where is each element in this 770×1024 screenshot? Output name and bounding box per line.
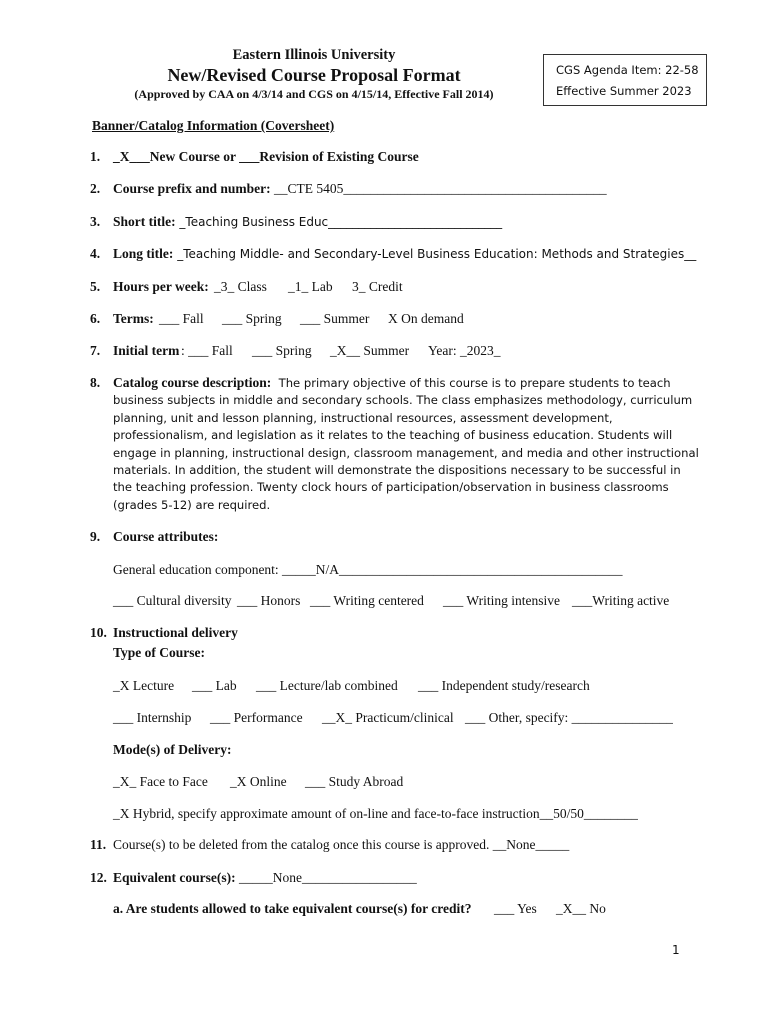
other-specify-field: ___ Other, specify: _______________ bbox=[465, 710, 673, 725]
short-title-value: _Teaching Business Educ_____________________________ bbox=[175, 215, 503, 229]
course-prefix-label: Course prefix and number: bbox=[113, 181, 271, 196]
item-number: 7. bbox=[90, 343, 101, 358]
description-line: engage in planning, instructional design, classroom management, and media and other instructional bbox=[113, 445, 699, 460]
equivalent-courses-value: _____None_________________ bbox=[235, 870, 417, 885]
long-title-value: _Teaching Middle- and Secondary-Level Business Education: Methods and Strategies__ bbox=[173, 247, 697, 261]
equivalent-credit-yes: ___ Yes bbox=[494, 901, 537, 916]
section-heading: Banner/Catalog Information (Coversheet) bbox=[92, 118, 335, 133]
page-number: 1 bbox=[672, 943, 680, 957]
lab-field: ___ Lab bbox=[192, 678, 237, 693]
initial-term-label-row bbox=[113, 343, 179, 359]
description-line: the teaching profession. Twenty clock hours of participation/observation in business classrooms bbox=[113, 480, 669, 495]
agenda-item-line: CGS Agenda Item: 22-58 bbox=[556, 63, 699, 77]
initial-summer-field: _X__ Summer bbox=[330, 343, 410, 358]
lab-hours-field: _1_ Lab bbox=[288, 279, 333, 294]
item-number: 9. bbox=[90, 529, 101, 544]
course-attributes-label: Course attributes: bbox=[113, 529, 219, 544]
lecture-field: _X Lecture bbox=[113, 678, 175, 693]
item-number: 4. bbox=[90, 246, 101, 261]
initial-year-field: Year: _2023_ bbox=[428, 343, 501, 358]
description-line: business subjects in middle and secondary schools. The class emphasizes methodology, curriculum bbox=[113, 393, 693, 408]
equivalent-courses-row bbox=[113, 870, 417, 886]
term-fall-field: ___ Fall bbox=[159, 311, 204, 326]
practicum-clinical-field: __X_ Practicum/clinical bbox=[322, 710, 454, 725]
independent-study-field: ___ Independent study/research bbox=[418, 678, 590, 693]
hours-label bbox=[113, 279, 209, 295]
credit-hours-field: 3_ Credit bbox=[352, 279, 403, 294]
internship-field: ___ Internship bbox=[113, 710, 192, 725]
writing-centered-field: ___ Writing centered bbox=[310, 593, 424, 608]
description-line: planning, unit and lesson planning, instructional resources, assessment development, bbox=[113, 410, 613, 425]
equivalent-credit-question: a. Are students allowed to take equivalent course(s) for credit? bbox=[113, 901, 472, 916]
catalog-description-label: Catalog course description: bbox=[113, 375, 272, 390]
term-spring-field: ___ Spring bbox=[222, 311, 282, 326]
writing-intensive-field: ___ Writing intensive bbox=[443, 593, 560, 608]
course-prefix-row bbox=[113, 181, 607, 197]
description-line: The primary objective of this course is to prepare students to teach bbox=[278, 376, 671, 390]
honors-field: ___ Honors bbox=[237, 593, 301, 608]
effective-term-line: Effective Summer 2023 bbox=[556, 84, 692, 98]
equivalent-courses-label: Equivalent course(s): bbox=[113, 870, 236, 885]
term-summer-field: ___ Summer bbox=[300, 311, 370, 326]
item-number: 11. bbox=[90, 837, 107, 852]
hybrid-field: _X Hybrid, specify approximate amount of on-line and face-to-face instruction__50/50________ bbox=[113, 806, 638, 821]
cultural-diversity-field: ___ Cultural diversity bbox=[113, 593, 232, 608]
term-on-demand-field: X On demand bbox=[388, 311, 464, 326]
study-abroad-field: ___ Study Abroad bbox=[305, 774, 404, 789]
terms-label: Terms: bbox=[113, 311, 154, 326]
gen-ed-component-field: General education component: _____N/A__________________________________________ bbox=[113, 562, 623, 577]
short-title-label: Short title: bbox=[113, 214, 176, 229]
agenda-item-box bbox=[543, 54, 707, 106]
item-number: 8. bbox=[90, 375, 101, 390]
type-of-course-label: Type of Course: bbox=[113, 645, 205, 660]
new-or-revision-field: _X___New Course or ___Revision of Existing Course bbox=[113, 149, 419, 164]
short-title-row bbox=[113, 214, 502, 230]
form-title: New/Revised Course Proposal Format bbox=[167, 65, 461, 85]
item-number: 6. bbox=[90, 311, 101, 326]
item-number: 10. bbox=[90, 625, 107, 640]
courses-deleted-field: Course(s) to be deleted from the catalog once this course is approved. __None_____ bbox=[113, 837, 570, 852]
writing-active-field: ___Writing active bbox=[572, 593, 670, 608]
course-prefix-value: __CTE 5405_______________________________________ bbox=[270, 181, 607, 196]
hours-per-week-label: Hours per week: bbox=[113, 279, 209, 294]
catalog-description-first-line bbox=[113, 374, 678, 392]
item-number: 3. bbox=[90, 214, 101, 229]
lecture-lab-combined-field: ___ Lecture/lab combined bbox=[256, 678, 398, 693]
long-title-label: Long title: bbox=[113, 246, 174, 261]
item-number: 12. bbox=[90, 870, 107, 885]
item-number: 2. bbox=[90, 181, 101, 196]
online-field: _X Online bbox=[230, 774, 287, 789]
initial-fall-field: : ___ Fall bbox=[181, 343, 233, 358]
class-hours-field: _3_ Class bbox=[214, 279, 267, 294]
description-line: materials. In addition, the student will demonstrate the dispositions necessary to be successful in bbox=[113, 463, 681, 478]
face-to-face-field: _X_ Face to Face bbox=[113, 774, 208, 789]
university-name: Eastern Illinois University bbox=[232, 47, 396, 63]
approval-note: (Approved by CAA on 4/3/14 and CGS on 4/15/14, Effective Fall 2014) bbox=[134, 87, 494, 101]
performance-field: ___ Performance bbox=[210, 710, 303, 725]
initial-spring-field: ___ Spring bbox=[252, 343, 312, 358]
long-title-row bbox=[113, 246, 696, 262]
equivalent-credit-no: _X__ No bbox=[556, 901, 606, 916]
modes-of-delivery-label: Mode(s) of Delivery: bbox=[113, 742, 232, 757]
catalog-description bbox=[113, 374, 699, 514]
description-line: (grades 5-12) are required. bbox=[113, 497, 271, 512]
terms-label-row bbox=[113, 311, 154, 327]
description-line: professionalism, and legislation as it relates to the teaching of business education. Students will bbox=[113, 428, 673, 443]
instructional-delivery-label: Instructional delivery bbox=[113, 625, 238, 640]
item-number: 1. bbox=[90, 149, 101, 164]
item-number: 5. bbox=[90, 279, 101, 294]
initial-term-label: Initial term bbox=[113, 343, 180, 358]
